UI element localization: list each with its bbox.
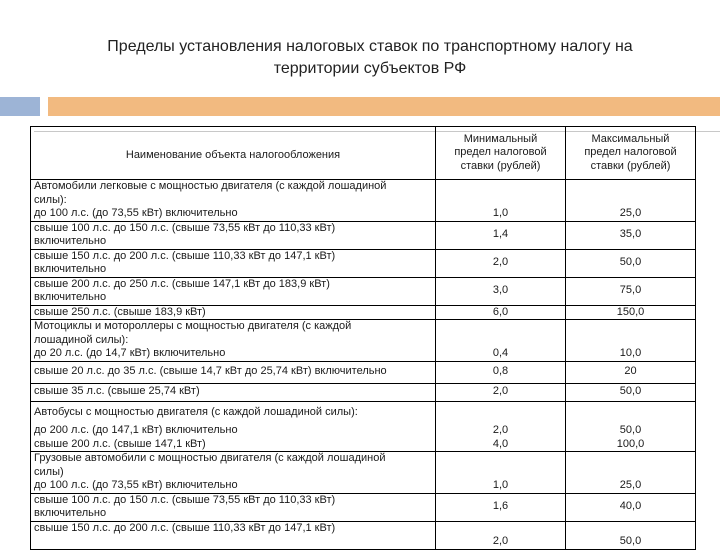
title-line-2: территории субъектов РФ xyxy=(273,60,467,77)
max-rate: 75,0 xyxy=(566,277,696,305)
max-rate: 25,0 xyxy=(566,452,696,494)
max-rate: 10,0 xyxy=(566,320,696,362)
table-row: Автомобили легковые с мощностью двигателя (с каждой лошадиной силы): до 100 л.с. (до 73,55 кВт) включительно 1,0 25,0 xyxy=(31,180,696,222)
min-rate: 2,0 4,0 xyxy=(436,401,566,452)
table-row: свыше 100 л.с. до 150 л.с. (свыше 73,55 кВт до 110,33 кВт) включительно 1,4 35,0 xyxy=(31,221,696,249)
min-rate: 1,0 xyxy=(436,452,566,494)
title-line-1: Пределы установления налоговых ставок по транспортному налогу на xyxy=(107,38,633,55)
page-title xyxy=(60,36,680,80)
decor-bar-orange xyxy=(48,97,720,116)
min-rate: 2,0 xyxy=(436,521,566,549)
min-rate: 2,0 xyxy=(436,383,566,401)
table-row: свыше 35 л.с. (свыше 25,74 кВт) 2,0 50,0 xyxy=(31,383,696,401)
min-rate: 0,8 xyxy=(436,361,566,383)
header-name: Наименование объекта налогообложения xyxy=(31,127,436,180)
table-header-row xyxy=(31,127,696,180)
max-rate: 50,0 xyxy=(566,521,696,549)
table-row: Мотоциклы и мотороллеры с мощностью двигателя (с каждой лошадиной силы): до 20 л.с. (до 14,7 кВт) включительно 0,4 10,0 xyxy=(31,320,696,362)
max-rate: 50,0 xyxy=(566,383,696,401)
table-row: Автобусы с мощностью двигателя (с каждой лошадиной силы): до 200 л.с. (до 147,1 кВт) включительно свыше 200 л.с. (свыше 147,1 кВт) 2,0 4,0 50,0 100,0 xyxy=(31,401,696,452)
table-row: свыше 250 л.с. (свыше 183,9 кВт) 6,0 150,0 xyxy=(31,305,696,320)
max-rate: 150,0 xyxy=(566,305,696,320)
max-rate: 50,0 100,0 xyxy=(566,401,696,452)
table-row: Грузовые автомобили с мощностью двигателя (с каждой лошадиной силы) до 100 л.с. (до 73,55 кВт) включительно 1,0 25,0 xyxy=(31,452,696,494)
min-rate: 3,0 xyxy=(436,277,566,305)
table-row: свыше 150 л.с. до 200 л.с. (свыше 110,33 кВт до 147,1 кВт) 2,0 50,0 xyxy=(31,521,696,549)
min-rate: 2,0 xyxy=(436,249,566,277)
max-rate: 20 xyxy=(566,361,696,383)
table-row: свыше 150 л.с. до 200 л.с. (свыше 110,33 кВт до 147,1 кВт) включительно 2,0 50,0 xyxy=(31,249,696,277)
table-row: свыше 100 л.с. до 150 л.с. (свыше 73,55 кВт до 110,33 кВт) включительно 1,6 40,0 xyxy=(31,493,696,521)
tax-rates-table xyxy=(30,126,696,550)
max-rate: 40,0 xyxy=(566,493,696,521)
header-min: Минимальный предел налоговой ставки (рублей) xyxy=(436,127,566,180)
min-rate: 1,4 xyxy=(436,221,566,249)
decor-bar-blue xyxy=(0,97,40,116)
min-rate: 6,0 xyxy=(436,305,566,320)
header-max: Максимальный предел налоговой ставки (рублей) xyxy=(566,127,696,180)
min-rate: 0,4 xyxy=(436,320,566,362)
min-rate: 1,0 xyxy=(436,180,566,222)
max-rate: 35,0 xyxy=(566,221,696,249)
table-row: свыше 200 л.с. до 250 л.с. (свыше 147,1 кВт до 183,9 кВт) включительно 3,0 75,0 xyxy=(31,277,696,305)
max-rate: 25,0 xyxy=(566,180,696,222)
min-rate: 1,6 xyxy=(436,493,566,521)
table-row: свыше 20 л.с. до 35 л.с. (свыше 14,7 кВт до 25,74 кВт) включительно 0,8 20 xyxy=(31,361,696,383)
max-rate: 50,0 xyxy=(566,249,696,277)
